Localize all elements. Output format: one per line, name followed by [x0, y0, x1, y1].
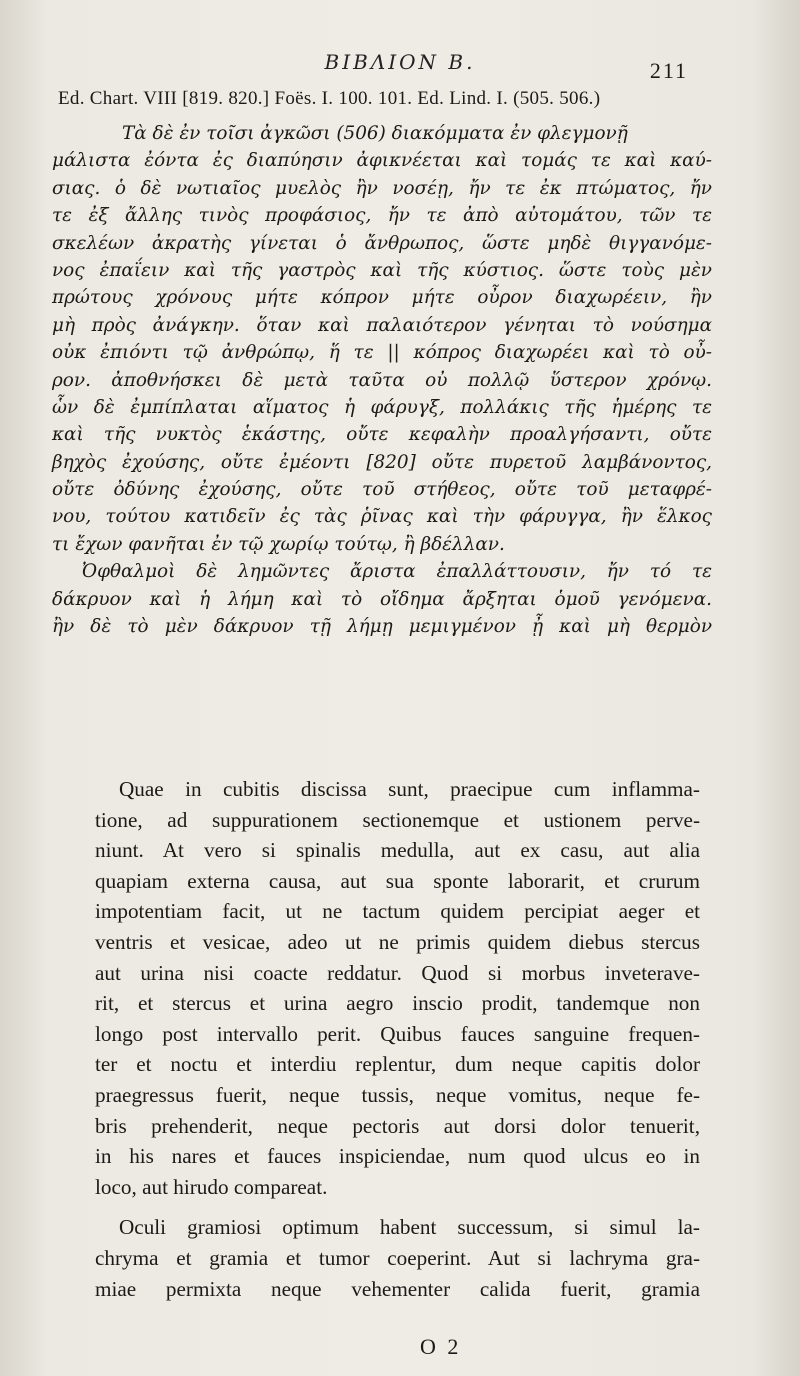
greek-line: οὐκ ἐπιόντι τῷ ἀνθρώπῳ, ἥ τε || κόπρος διαχωρέει καὶ τὸ οὖ- [52, 342, 712, 364]
greek-line: τι ἔχων φανῆται ἐν τῷ χωρίῳ τούτῳ, ἢ βδέλλαν. [52, 533, 505, 555]
latin-line: Quae in cubitis discissa sunt, praecipue cum inflamma- [119, 777, 700, 801]
latin-line: niunt. At vero si spinalis medulla, aut ex casu, aut alia [95, 838, 700, 863]
greek-text-block [52, 120, 712, 640]
greek-line: τε ἐξ ἄλλης τινὸς προφάσιος, ἤν τε ἀπὸ αὐτομάτου, τῶν τε [52, 205, 712, 227]
greek-line: ὧν δὲ ἐμπίπλαται αἵματος ἡ φάρυγξ, πολλάκις τῆς ἡμέρης τε [52, 396, 712, 418]
running-title: ΒΙΒΛΙΟΝ Β. [324, 50, 476, 74]
greek-line: σκελέων ἀκρατὴς γίνεται ὁ ἄνθρωπος, ὥστε μηδὲ θιγγανόμε- [52, 232, 712, 254]
latin-line: miae permixta neque vehementer calida fuerit, gramia [95, 1276, 700, 1301]
greek-line: νος ἐπαΐειν καὶ τῆς γαστρὸς καὶ τῆς κύστιος. ὥστε τοὺς μὲν [52, 259, 712, 281]
greek-line: ρον. ἀποθνήσκει δὲ μετὰ ταῦτα οὐ πολλῷ ὕστερον χρόνῳ. [52, 369, 712, 391]
latin-line: bris prehenderit, neque pectoris aut dorsi dolor tenuerit, [95, 1113, 700, 1138]
greek-line: ἢν δὲ τὸ μὲν δάκρυον τῇ λήμῃ μεμιγμένον ᾖ καὶ μὴ θερμὸν [52, 616, 712, 638]
greek-line: βηχὸς ἐχούσης, οὔτε ἐμέοντι [820] οὔτε πυρετοῦ λαμβάνοντος, [52, 451, 712, 473]
latin-line: aut urina nisi coacte reddatur. Quod si morbus inveterave- [95, 960, 700, 985]
latin-line: praegressus fuerit, neque tussis, neque vomitus, neque fe- [95, 1082, 700, 1107]
greek-line: οὔτε ὀδύνης ἐχούσης, οὔτε τοῦ στήθεος, οὔτε τοῦ μεταφρέ- [52, 479, 712, 501]
greek-line: καὶ τῆς νυκτὸς ἑκάστης, οὔτε κεφαλὴν προαλγήσαντι, οὔτε [52, 424, 712, 446]
greek-line: σιας. ὁ δὲ νωτιαῖος μυελὸς ἢν νοσέῃ, ἤν τε ἐκ πτώματος, ἤν [52, 177, 712, 199]
greek-line: δάκρυον καὶ ἡ λήμη καὶ τὸ οἴδημα ἄρξηται ὁμοῦ γενόμενα. [52, 588, 712, 610]
greek-line: πρώτους χρόνους μήτε κόπρον μήτε οὖρον διαχωρέειν, ἢν [52, 287, 712, 309]
latin-line: chryma et gramia et tumor coeperint. Aut si lachryma gra- [95, 1245, 700, 1270]
latin-line: loco, aut hirudo compareat. [95, 1174, 328, 1199]
greek-line: Ὀφθαλμοὶ δὲ λημῶντες ἄριστα ἐπαλλάττουσιν, ἤν τό τε [82, 561, 712, 583]
latin-line: ventris et vesicae, adeo ut ne primis quidem diebus stercus [95, 929, 700, 954]
latin-text-block [95, 774, 700, 1304]
latin-line: rit, et stercus et urina aegro inscio prodit, tandemque non [95, 991, 700, 1016]
latin-line: longo post intervallo perit. Quibus fauces sanguine frequen- [95, 1021, 700, 1046]
latin-line: quapiam externa causa, aut sua sponte laborarit, et crurum [95, 868, 700, 893]
greek-line: νου, τούτου κατιδεῖν ἐς τὰς ῥῖνας καὶ τὴν φάρυγγα, ἢν ἕλκος [52, 506, 712, 528]
latin-line: Oculi gramiosi optimum habent successum, si simul la- [119, 1215, 700, 1240]
signature-mark: O 2 [420, 1334, 462, 1359]
latin-line: ter et noctu et interdiu replentur, dum neque capitis dolor [95, 1052, 700, 1077]
greek-line: Τὰ δὲ ἐν τοῖσι ἀγκῶσι (506) διακόμματα ἐν φλεγμονῇ [122, 123, 628, 144]
latin-line: impotentiam facit, ut ne tactum quidem percipiat aeger et [95, 899, 700, 924]
latin-line: in his nares et fauces inspiciendae, num quod ulcus eo in [95, 1144, 700, 1169]
paragraph-gap [95, 1202, 700, 1212]
latin-line: tione, ad suppurationem sectionemque et ustionem perve- [95, 807, 700, 832]
edition-references: Ed. Chart. VIII [819. 820.] Foës. I. 100. 101. Ed. Lind. I. (505. 506.) [58, 88, 601, 109]
greek-line: μὴ πρὸς ἀνάγκην. ὅταν καὶ παλαιότερον γένηται τὸ νούσημα [52, 314, 712, 336]
page-number: 211 [649, 58, 688, 83]
greek-line: μάλιστα ἐόντα ἐς διαπύησιν ἀφικνέεται καὶ τομάς τε καὶ καύ- [52, 150, 712, 172]
